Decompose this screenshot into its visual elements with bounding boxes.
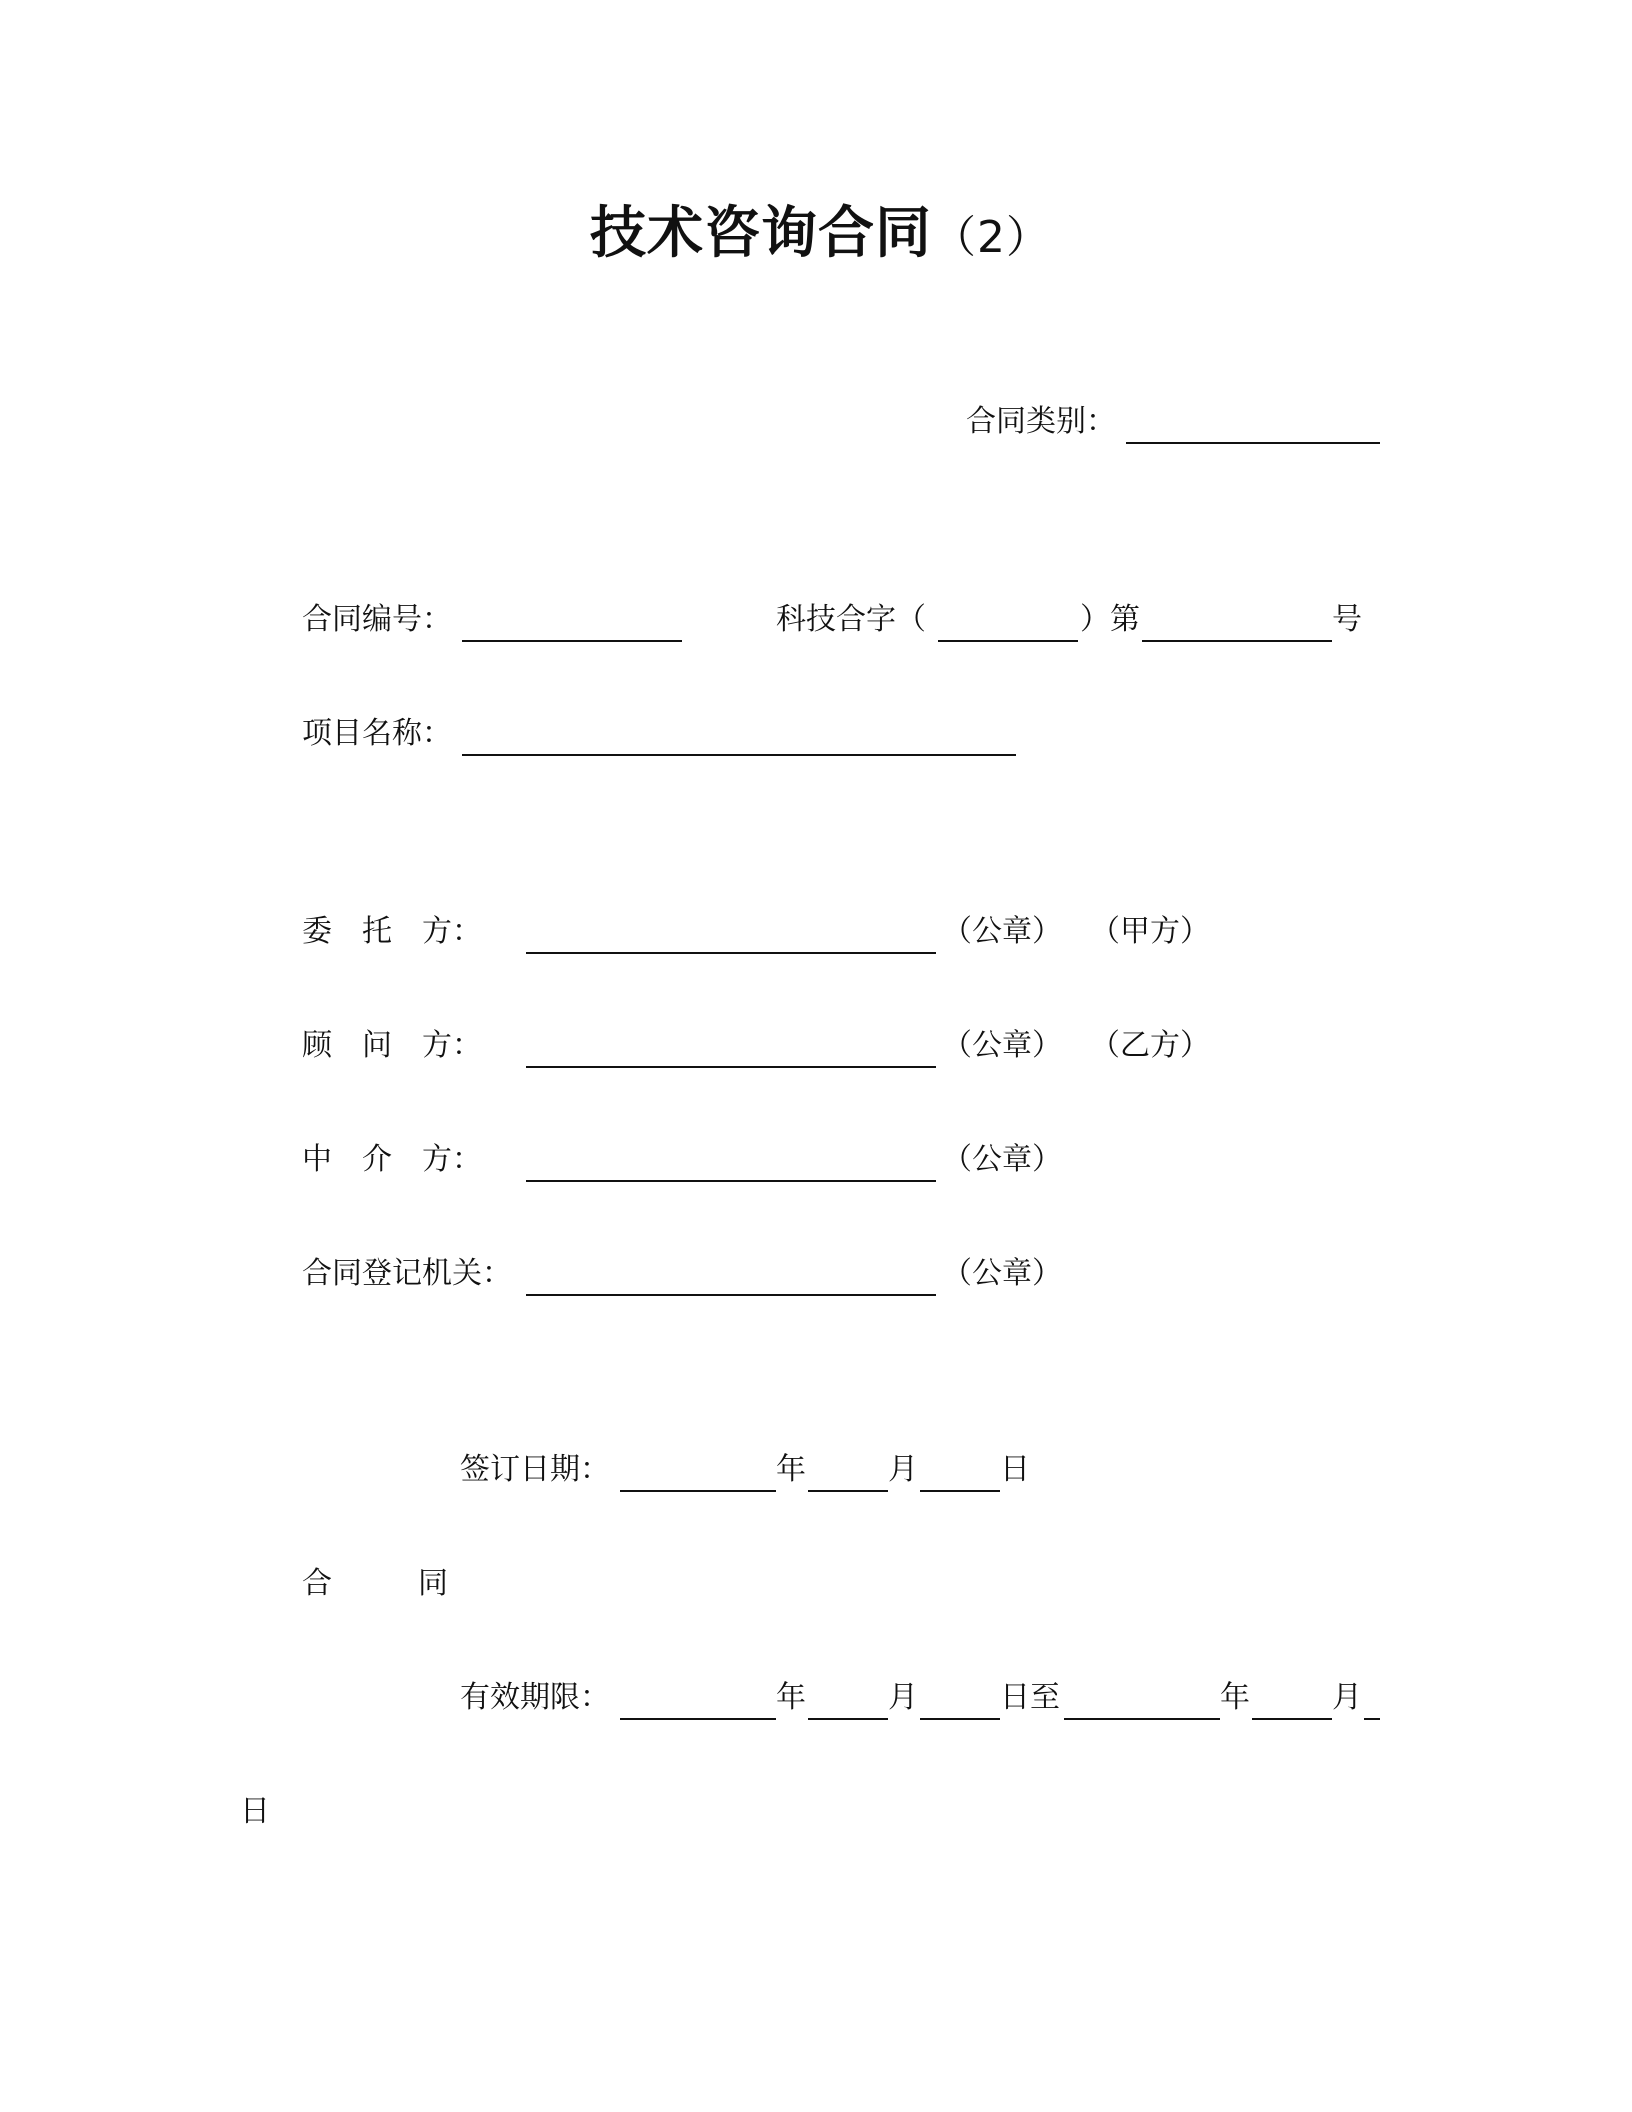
signing-month-field[interactable]: [808, 1490, 888, 1492]
signing-month-unit: 月: [888, 1452, 918, 1487]
title-text: 技术咨询合同: [590, 201, 932, 266]
party-intermediary-label: 中 介 方：: [302, 1142, 482, 1177]
validity-day-to: 日至: [1000, 1680, 1060, 1715]
validity-start-month-unit: 月: [888, 1680, 918, 1715]
kj-close-label: ）第: [1080, 602, 1140, 637]
title-suffix: （2）: [932, 212, 1051, 263]
validity-start-day-field[interactable]: [920, 1718, 1000, 1720]
validity-label: 有效期限：: [460, 1680, 610, 1715]
validity-start-year-unit: 年: [776, 1680, 806, 1715]
validity-end-year-unit: 年: [1220, 1680, 1250, 1715]
signing-date-label: 签订日期：: [460, 1452, 610, 1487]
validity-end-day-unit: 日: [240, 1794, 270, 1829]
validity-end-year-field[interactable]: [1064, 1718, 1220, 1720]
contract-number-field[interactable]: [462, 640, 682, 642]
party-intermediary-field[interactable]: [526, 1180, 936, 1182]
party-client-field[interactable]: [526, 952, 936, 954]
party-consultant-label: 顾 问 方：: [302, 1028, 482, 1063]
validity-start-year-field[interactable]: [620, 1718, 776, 1720]
project-name-field[interactable]: [462, 754, 1016, 756]
contract-category-label: 合同类别：: [966, 404, 1116, 439]
validity-end-month-field[interactable]: [1252, 1718, 1332, 1720]
kj-serial-field[interactable]: [1142, 640, 1332, 642]
signing-day-field[interactable]: [920, 1490, 1000, 1492]
registration-authority-label: 合同登记机关：: [302, 1256, 512, 1291]
project-name-label: 项目名称：: [302, 716, 452, 751]
party-consultant-field[interactable]: [526, 1066, 936, 1068]
party-client-seal: （公章）: [942, 914, 1062, 949]
signing-year-unit: 年: [776, 1452, 806, 1487]
validity-start-month-field[interactable]: [808, 1718, 888, 1720]
party-client-role: （甲方）: [1090, 914, 1210, 949]
party-client-label: 委 托 方：: [302, 914, 482, 949]
validity-end-month-unit: 月: [1332, 1680, 1362, 1715]
kj-suffix-label: 号: [1332, 602, 1362, 637]
party-intermediary-seal: （公章）: [942, 1142, 1062, 1177]
registration-authority-field[interactable]: [526, 1294, 936, 1296]
registration-authority-seal: （公章）: [942, 1256, 1062, 1291]
kj-prefix-label: 科技合字（: [776, 602, 926, 637]
kj-year-field[interactable]: [938, 640, 1078, 642]
party-consultant-seal: （公章）: [942, 1028, 1062, 1063]
validity-end-day-field[interactable]: [1364, 1718, 1380, 1720]
contract-side-label: 合 同: [302, 1566, 448, 1601]
party-consultant-role: （乙方）: [1090, 1028, 1210, 1063]
page-title: [590, 202, 1051, 270]
contract-number-label: 合同编号：: [302, 602, 452, 637]
signing-day-unit: 日: [1000, 1452, 1030, 1487]
signing-year-field[interactable]: [620, 1490, 776, 1492]
contract-category-field[interactable]: [1126, 442, 1380, 444]
